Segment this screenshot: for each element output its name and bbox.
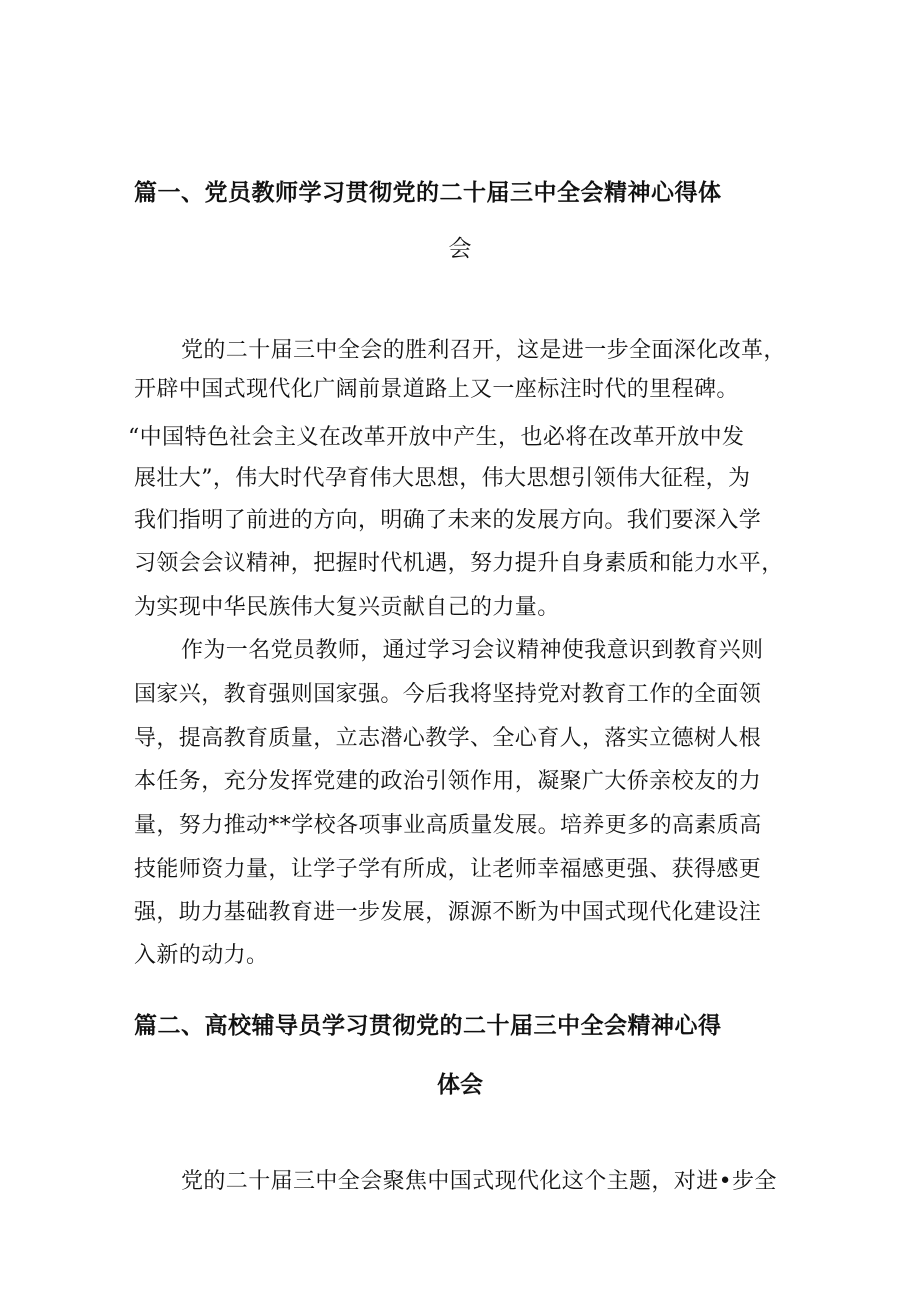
section-1-para-2-line-1: 作为一名党员教师，通过学习会议精神使我意识到教育兴则: [181, 638, 764, 663]
section-1-para-2-line-6: 技能师资力量，让学子学有所成，让老师幸福感更强、获得感更: [134, 857, 762, 882]
section-2-title-line-1: 篇二、高校辅导员学习贯彻党的二十届三中全会精神心得: [134, 1013, 722, 1039]
section-1-para-2-line-5: 量，努力推动**学校各项事业高质量发展。培养更多的高素质高: [134, 813, 762, 838]
section-1-para-2-line-3: 导，提高教育质量，立志潜心教学、全心育人，落实立德树人根: [134, 726, 762, 751]
section-1-para-1-line-4: 展壮大”，伟大时代孕育伟大思想，伟大思想引领伟大征程，为: [134, 466, 751, 491]
section-1-para-2-line-7: 强，助力基础教育进一步发展，源源不断为中国式现代化建设注: [134, 900, 762, 925]
section-2-para-1-line-1: 党的二十届三中全会聚焦中国式现代化这个主题，对进•步全: [181, 1169, 777, 1194]
section-1-title-line-1: 篇一、党员教师学习贯彻党的二十届三中全会精神心得体: [134, 180, 722, 206]
section-1-para-1-line-3: “中国特色社会主义在改革开放中产生，也必将在改革开放中发: [128, 425, 745, 450]
section-1-para-1-line-7: 为实现中华民族伟大复兴贡献自己的力量。: [134, 595, 560, 620]
section-1-para-2-line-4: 本任务，充分发挥党建的政治引领作用，凝聚广大侨亲校友的力: [134, 769, 762, 794]
section-1-title-line-2: 会: [448, 236, 472, 262]
section-2-title-line-2: 体会: [437, 1072, 483, 1098]
section-1-para-1-line-2: 开辟中国式现代化广阔前景道路上又一座标注时代的里程碑。: [134, 377, 739, 402]
section-1-para-1-line-6: 习领会会议精神，把握时代机遇，努力提升自身素质和能力水平，: [134, 551, 784, 576]
section-1-para-1-line-5: 我们指明了前进的方向，明确了未来的发展方向。我们要深入学: [134, 508, 762, 533]
section-1-para-2-line-8: 入新的动力。: [134, 943, 269, 968]
section-1-para-1-line-1: 党的二十届三中全会的胜利召开，这是进一步全面深化改革，: [181, 338, 786, 363]
section-1-para-2-line-2: 国家兴，教育强则国家强。今后我将坚持党对教育工作的全面领: [134, 682, 762, 707]
